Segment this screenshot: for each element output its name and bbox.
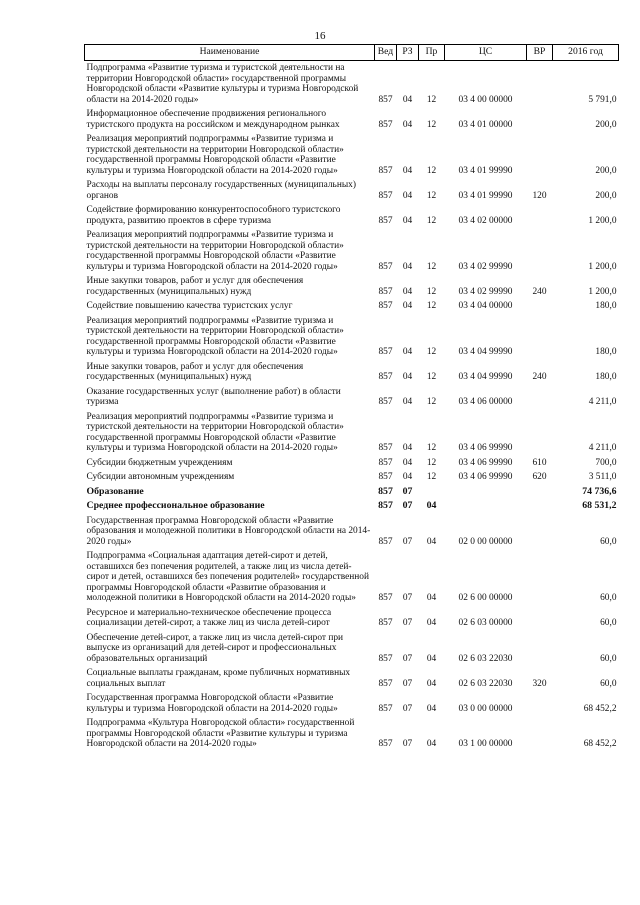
row-ved: 857 [378,739,393,749]
row-cs: 02 6 03 00000 [458,618,513,628]
row-cs [445,485,527,500]
row-vr [527,299,553,314]
table-row [85,61,619,108]
row-ved: 857 [378,286,393,297]
table-header-row [85,45,619,61]
row-pr: 12 [426,261,437,272]
row-pr: 12 [426,457,437,468]
row-rz: 07 [402,703,413,714]
row-rz: 04 [402,261,413,272]
row-name: Реализация мероприятий подпрограммы «Развитие туризма и туристской деятельности на территории Новгородской области» государственной программы Новгородской области «Развитие культуры и туризма Новгородской области на 2014-2020 годы» [86,411,344,453]
row-cs: 03 4 01 99990 [458,190,513,201]
row-rz: 07 [402,500,413,511]
row-rz: 04 [402,190,413,201]
row-ved: 857 [378,703,393,714]
row-rz: 04 [402,301,413,311]
row-name: Подпрограмма «Социальная адаптация детей-сирот и детей, оставшихся без попечения родителей, а также лиц из числа детей-сирот и детей, оставшихся без попечения родителей» государственной программы Новгородской области «Развитие образования и молодежной политики в Новгородской области на 2014-2020 годы» [86,551,370,603]
row-ved: 857 [378,593,393,603]
row-rz: 07 [402,485,413,497]
row-sum: 700,0 [595,457,617,468]
row-ved: 857 [378,372,393,382]
header-cs: ЦС [445,45,527,61]
table-row [85,470,619,485]
row-vr [527,514,553,550]
row-pr: 04 [426,739,437,749]
row-pr: 04 [426,593,437,603]
row-vr [527,691,553,716]
row-sum: 1 200,0 [588,261,617,272]
row-sum: 68 452,2 [583,739,617,749]
row-vr [527,385,553,410]
row-name: Расходы на выплаты персоналу государственных (муниципальных) органов [86,180,356,201]
table-row [85,228,619,274]
table-row [85,203,619,228]
row-pr: 12 [426,94,437,105]
row-ved: 857 [378,119,393,130]
row-vr: 240 [532,286,547,297]
row-ved: 857 [378,347,393,357]
row-cs: 03 4 00 00000 [458,94,513,105]
row-pr: 04 [426,678,437,689]
table-row [85,606,619,631]
header-pr: Пр [419,45,445,61]
table-row [85,631,619,667]
row-rz: 07 [402,618,413,628]
header-year: 2016 год [553,45,619,61]
row-pr: 12 [426,443,437,453]
row-ved: 857 [378,678,393,689]
table-row [85,410,619,456]
row-sum: 4 211,0 [588,443,617,453]
row-name: Образование [86,485,144,497]
row-pr: 04 [426,653,437,664]
row-sum: 68 452,2 [583,703,617,714]
header-vr: ВР [527,45,553,61]
row-pr: 04 [426,500,437,511]
row-ved: 857 [378,485,393,497]
row-ved: 857 [378,94,393,105]
row-pr: 12 [426,286,437,297]
row-sum: 60,0 [600,536,617,547]
row-pr: 12 [426,472,437,482]
header-ved: Вед [375,45,397,61]
row-sum: 5 791,0 [588,94,617,105]
row-ved: 857 [378,457,393,468]
row-name: Содействие повышению качества туристских услуг [86,301,293,311]
row-rz: 07 [402,536,413,547]
row-name: Государственная программа Новгородской области «Развитие культуры и туризма Новгородской области на 2014-2020 годы» [86,693,338,714]
row-name: Оказание государственных услуг (выполнение работ) в области туризма [86,386,341,407]
header-rz: РЗ [397,45,419,61]
row-cs: 03 4 01 99990 [458,165,513,176]
row-ved: 857 [378,472,393,482]
table-body [85,61,619,752]
row-rz: 04 [402,215,413,226]
row-vr [527,107,553,132]
table-row [85,299,619,314]
row-rz: 04 [402,347,413,357]
row-rz: 04 [402,165,413,176]
row-vr [527,606,553,631]
row-cs: 03 4 04 99990 [458,347,513,357]
row-pr: 12 [426,119,437,130]
row-sum: 60,0 [600,653,617,664]
row-sum: 200,0 [595,190,617,201]
row-pr: 04 [426,536,437,547]
row-cs: 02 6 03 22030 [458,653,513,664]
row-rz: 04 [402,472,413,482]
row-sum: 200,0 [595,119,617,130]
row-vr [527,716,553,752]
table-row [85,314,619,360]
row-sum: 180,0 [595,301,617,311]
row-ved: 857 [378,653,393,664]
row-sum: 180,0 [595,347,617,357]
row-name: Субсидии бюджетным учреждениям [86,457,233,468]
row-name: Информационное обеспечение продвижения регионального туристского продукта на российском и международном рынках [86,109,340,130]
row-rz: 04 [402,119,413,130]
row-sum: 60,0 [600,678,617,689]
row-pr: 04 [426,703,437,714]
row-cs: 03 4 02 99990 [458,286,513,297]
row-name: Среднее профессиональное образование [86,500,265,511]
row-pr: 12 [426,372,437,382]
row-vr [527,410,553,456]
row-name: Реализация мероприятий подпрограммы «Развитие туризма и туристской деятельности на территории Новгородской области» государственной программы Новгородской области «Развитие культуры и туризма Новгородской области на 2014-2020 годы» [86,230,344,272]
row-vr [527,228,553,274]
row-pr: 12 [426,215,437,226]
row-name: Ресурсное и материально-техническое обеспечение процесса социализации детей-сирот, а также лиц из числа детей-сирот [86,607,332,628]
row-ved: 857 [378,618,393,628]
row-cs: 03 4 06 99990 [458,443,513,453]
row-name: Реализация мероприятий подпрограммы «Развитие туризма и туристской деятельности на территории Новгородской области» государственной программы Новгородской области «Развитие культуры и туризма Новгородской области на 2014-2020 годы» [86,315,344,357]
row-cs: 03 4 06 99990 [458,472,513,482]
table-row [85,691,619,716]
table-row [85,549,619,606]
row-ved: 857 [378,536,393,547]
row-sum: 3 511,0 [588,472,617,482]
row-rz: 04 [402,457,413,468]
row-ved: 857 [378,261,393,272]
row-rz: 04 [402,94,413,105]
table-row [85,178,619,203]
row-ved: 857 [378,397,393,407]
row-pr: 12 [426,301,437,311]
table-row [85,456,619,471]
budget-table [84,44,619,752]
row-cs: 03 4 04 00000 [458,301,513,311]
row-sum: 74 736,6 [582,485,617,497]
table-row [85,274,619,299]
row-vr: 320 [532,678,547,689]
row-cs: 03 4 06 00000 [458,397,513,407]
table-row [85,360,619,385]
row-rz: 07 [402,739,413,749]
row-ved: 857 [378,190,393,201]
row-vr: 620 [532,472,547,482]
row-cs [445,499,527,514]
row-vr [527,499,553,514]
row-vr [527,61,553,108]
table-row [85,666,619,691]
row-name: Социальные выплаты гражданам, кроме публичных нормативных социальных выплат [86,668,351,689]
row-cs: 02 6 03 22030 [458,678,513,689]
row-name: Подпрограмма «Развитие туризма и туристской деятельности на территории Новгородской области» государственной программы Новгородской области «Развитие культуры и туризма Новгородской области на 2014-2020 годы» [86,63,359,105]
row-vr [527,549,553,606]
row-sum: 1 200,0 [588,286,617,297]
row-pr [419,485,445,500]
row-sum: 180,0 [595,372,617,382]
table-row [85,514,619,550]
row-cs: 02 0 00 00000 [458,536,513,547]
row-vr [527,203,553,228]
row-ved: 857 [378,443,393,453]
row-name: Обеспечение детей-сирот, а также лиц из числа детей-сирот при выпуске из организаций для детей-сирот и профессиональных образовательных организаций [86,632,344,664]
page-number: 16 [314,30,326,42]
row-sum: 1 200,0 [588,215,617,226]
row-pr: 04 [426,618,437,628]
table-row [85,485,619,500]
row-cs: 03 4 04 99990 [458,372,513,382]
row-cs: 03 0 00 00000 [458,703,513,714]
row-name: Иные закупки товаров, работ и услуг для обеспечения государственных (муниципальных) нужд [86,361,304,382]
row-cs: 03 4 02 00000 [458,215,513,226]
row-rz: 07 [402,593,413,603]
row-pr: 12 [426,190,437,201]
row-ved: 857 [378,301,393,311]
row-name: Государственная программа Новгородской области «Развитие образования и молодежной политики в Новгородской области на 2014-2020 годы» [86,515,371,547]
row-sum: 60,0 [600,618,617,628]
row-vr: 120 [532,190,547,201]
row-cs: 03 4 06 99990 [458,457,513,468]
row-name: Субсидии автономным учреждениям [86,472,235,482]
row-ved: 857 [378,215,393,226]
row-ved: 857 [378,165,393,176]
row-rz: 07 [402,678,413,689]
row-sum: 200,0 [595,165,617,176]
table-row [85,385,619,410]
row-rz: 07 [402,653,413,664]
table-row [85,107,619,132]
row-vr: 610 [532,457,547,468]
row-cs: 02 6 00 00000 [458,593,513,603]
row-rz: 04 [402,397,413,407]
row-vr [527,132,553,178]
table-row [85,499,619,514]
header-name: Наименование [85,45,375,61]
row-rz: 04 [402,372,413,382]
row-vr [527,485,553,500]
row-pr: 12 [426,397,437,407]
row-ved: 857 [378,500,393,511]
row-name: Содействие формированию конкурентоспособного туристского продукта, развитию проектов в сфере туризма [86,205,341,226]
table-row [85,132,619,178]
row-sum: 60,0 [600,593,617,603]
row-cs: 03 1 00 00000 [458,739,513,749]
row-cs: 03 4 01 00000 [458,119,513,130]
row-sum: 68 531,2 [582,500,617,511]
row-sum: 4 211,0 [588,397,617,407]
row-name: Реализация мероприятий подпрограммы «Развитие туризма и туристской деятельности на территории Новгородской области» государственной программы Новгородской области «Развитие культуры и туризма Новгородской области на 2014-2020 годы» [86,134,344,176]
table-row [85,716,619,752]
row-name: Иные закупки товаров, работ и услуг для обеспечения государственных (муниципальных) нужд [86,276,304,297]
row-pr: 12 [426,347,437,357]
row-vr [527,631,553,667]
row-cs: 03 4 02 99990 [458,261,513,272]
row-vr [527,314,553,360]
row-pr: 12 [426,165,437,176]
row-rz: 04 [402,443,413,453]
row-name: Подпрограмма «Культура Новгородской области» государственной программы Новгородской области «Развитие культуры и туризма Новгородской области на 2014-2020 годы» [86,718,355,749]
row-rz: 04 [402,286,413,297]
row-vr: 240 [532,372,547,382]
